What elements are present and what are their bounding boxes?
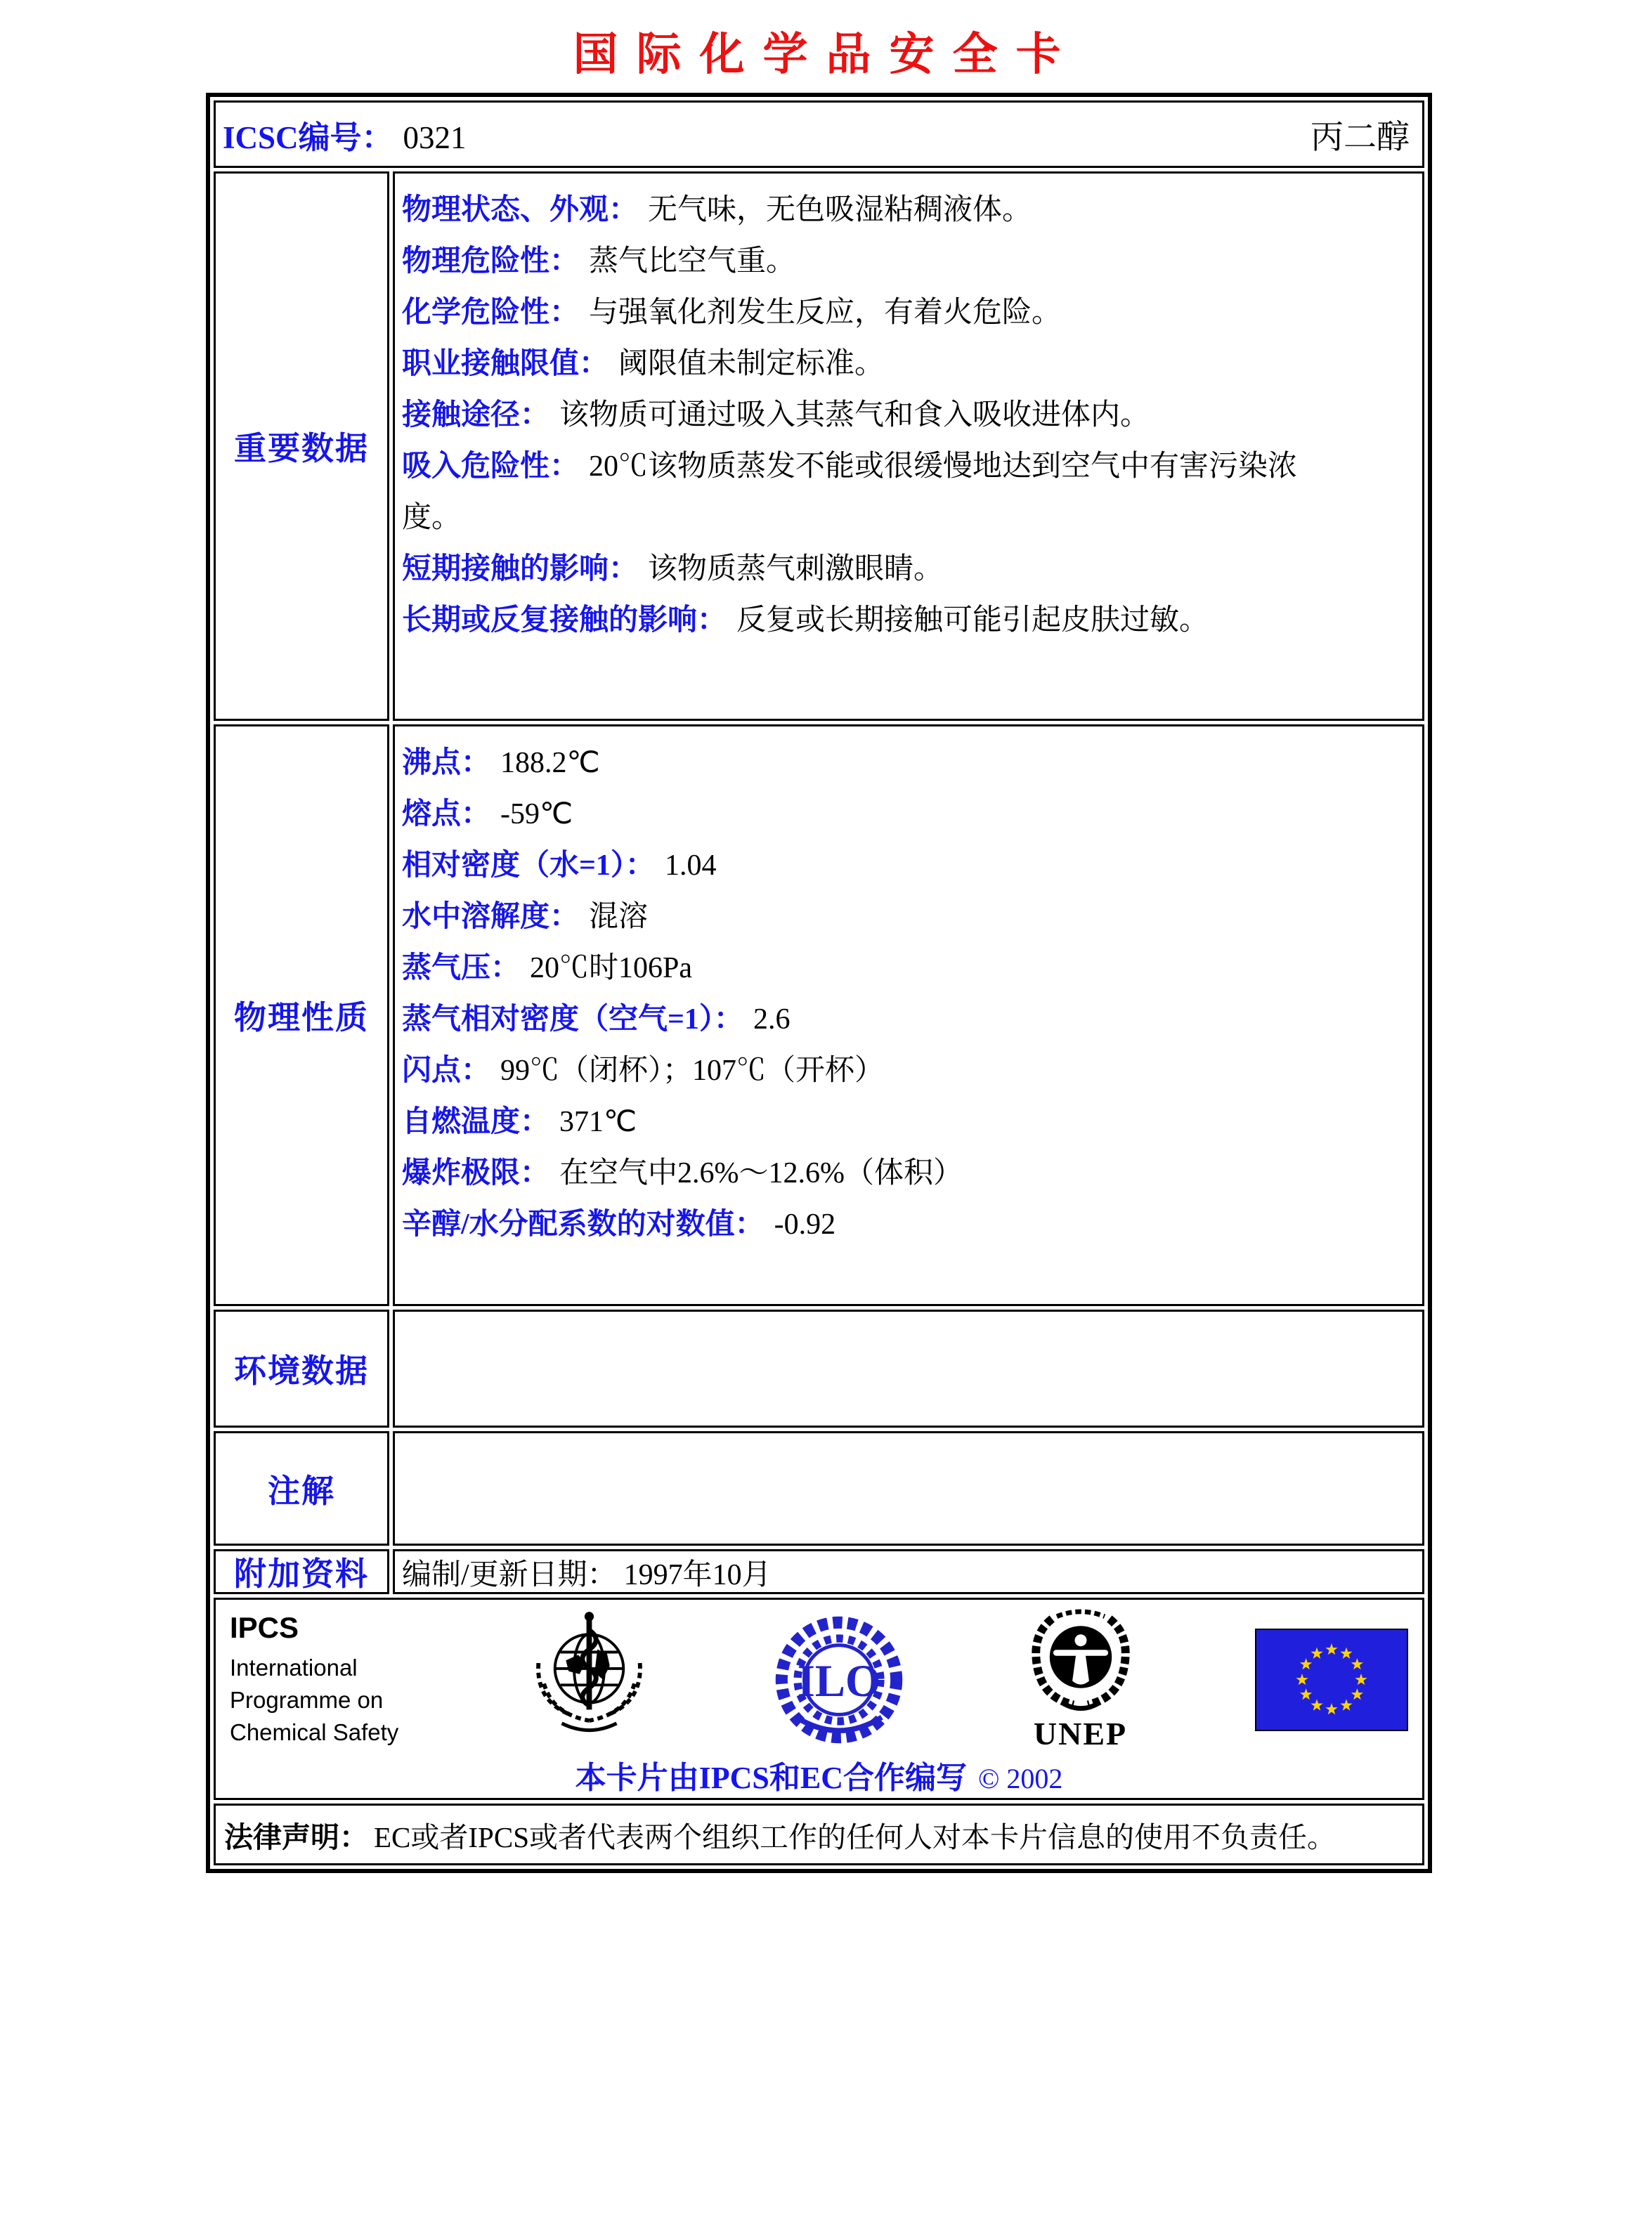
property-label: 职业接触限值： xyxy=(402,348,609,380)
legal-cell xyxy=(214,1804,1424,1865)
cooperation-caption xyxy=(220,1752,1418,1801)
property-value: 阈限值未制定标准。 xyxy=(618,348,885,380)
physical-property-entry xyxy=(402,789,1412,840)
icsc-header-row xyxy=(214,100,1424,168)
property-value: 混溶 xyxy=(589,901,649,933)
property-value: 蒸气比空气重。 xyxy=(589,245,796,278)
property-label: 物理危险性： xyxy=(402,245,580,278)
ipcs-line: Chemical Safety xyxy=(230,1719,399,1745)
notes-content xyxy=(395,1433,1422,1445)
environmental-data-label: 环境数据 xyxy=(214,1310,389,1428)
physical-property-entry xyxy=(402,738,1412,789)
important-data-entry xyxy=(402,236,1317,287)
property-label: 编制/更新日期： xyxy=(402,1559,617,1591)
icsc-header-cell xyxy=(214,100,1424,168)
property-label: 相对密度（水=1）： xyxy=(402,849,655,882)
property-label: 蒸气相对密度（空气=1）： xyxy=(402,1003,743,1036)
important-data-entry xyxy=(402,287,1317,339)
physical-property-entry xyxy=(402,1148,1412,1199)
property-value: 1997年10月 xyxy=(623,1559,772,1591)
ipcs-line: International xyxy=(230,1654,358,1681)
property-value: -0.92 xyxy=(774,1208,836,1241)
caption-year: © 2002 xyxy=(977,1763,1063,1794)
property-value: 与强氧化剂发生反应，有着火危险。 xyxy=(589,296,1062,329)
unep-logo-icon xyxy=(1021,1607,1140,1752)
property-value: 371℃ xyxy=(559,1106,637,1138)
property-label: 长期或反复接触的影响： xyxy=(402,604,727,637)
important-data-entry xyxy=(402,185,1317,236)
property-label: 沸点： xyxy=(402,747,491,779)
property-value: 2.6 xyxy=(753,1003,791,1036)
legal-text: EC或者IPCS或者代表两个组织工作的任何人对本卡片信息的使用不负责任。 xyxy=(374,1820,1336,1853)
important-data-row xyxy=(214,171,1424,721)
icsc-number-group xyxy=(223,112,467,157)
additional-info-content xyxy=(395,1551,1422,1593)
property-value: 99℃（闭杯）；107℃（开杯） xyxy=(500,1055,885,1087)
property-label: 化学危险性： xyxy=(402,296,580,329)
physical-property-entry xyxy=(402,1097,1412,1148)
property-label: 辛醇/水分配系数的对数值： xyxy=(402,1208,765,1241)
additional-info-label: 附加资料 xyxy=(214,1549,389,1594)
notes-label: 注解 xyxy=(214,1431,389,1546)
physical-property-entry xyxy=(402,943,1412,994)
property-label: 熔点： xyxy=(402,798,491,830)
unep-wordmark: UNEP xyxy=(1033,1716,1128,1752)
svg-text:ILO: ILO xyxy=(797,1655,881,1706)
ipcs-text-block xyxy=(230,1611,405,1749)
environmental-data-content xyxy=(395,1312,1422,1323)
additional-info-row xyxy=(214,1549,1424,1594)
environmental-data-row xyxy=(214,1310,1424,1428)
who-logo-icon xyxy=(521,1608,658,1752)
property-label: 吸入危险性： xyxy=(402,450,580,483)
property-label: 闪点： xyxy=(402,1055,491,1087)
important-data-entry xyxy=(402,595,1317,646)
logos-cell xyxy=(214,1598,1424,1800)
icsc-number-label: ICSC编号： xyxy=(223,119,394,155)
property-label: 自燃温度： xyxy=(402,1106,550,1138)
icsc-card-table xyxy=(206,93,1432,1873)
ipcs-line: Programme on xyxy=(230,1686,384,1713)
important-data-label: 重要数据 xyxy=(214,171,389,721)
important-data-entry xyxy=(402,441,1317,544)
physical-properties-cell xyxy=(393,724,1424,1306)
icsc-number-value: 0321 xyxy=(403,119,467,155)
logos-row xyxy=(214,1598,1424,1800)
ipcs-acronym: IPCS xyxy=(230,1610,299,1644)
legal-row xyxy=(214,1804,1424,1865)
physical-property-entry xyxy=(402,1199,1412,1251)
property-value: 20℃时106Pa xyxy=(530,952,693,984)
ilo-logo-icon xyxy=(772,1613,906,1747)
property-value: -59℃ xyxy=(500,798,573,830)
important-data-content xyxy=(395,174,1422,646)
additional-info-entry xyxy=(402,1551,772,1593)
page-title: 国际化学品安全卡 xyxy=(573,30,1079,79)
important-data-entry xyxy=(402,544,1317,595)
ipcs-lines xyxy=(230,1652,405,1749)
property-value: 1.04 xyxy=(664,849,717,882)
eu-flag-icon xyxy=(1255,1629,1408,1731)
additional-info-cell xyxy=(393,1549,1424,1594)
property-value: 20℃该物质蒸发不能或很缓慢地达到空气中有害污染浓度。 xyxy=(402,450,1298,534)
property-value: 无气味，无色吸湿粘稠液体。 xyxy=(648,194,1032,226)
important-data-cell xyxy=(393,171,1424,721)
property-label: 蒸气压： xyxy=(402,952,521,984)
important-data-entry xyxy=(402,390,1317,441)
chemical-name: 丙二醇 xyxy=(1310,119,1410,156)
property-value: 该物质蒸气刺激眼睛。 xyxy=(648,553,944,585)
property-label: 物理状态、外观： xyxy=(402,194,639,226)
caption-text: 本卡片由IPCS和EC合作编写 xyxy=(575,1761,967,1795)
physical-properties-row xyxy=(214,724,1424,1306)
physical-property-entry xyxy=(402,994,1412,1045)
property-value: 188.2℃ xyxy=(500,747,600,779)
property-label: 接触途径： xyxy=(402,399,550,431)
property-label: 短期接触的影响： xyxy=(402,553,639,585)
environmental-data-cell xyxy=(393,1310,1424,1428)
physical-properties-content xyxy=(395,726,1422,1251)
notes-cell xyxy=(393,1431,1424,1546)
logos-strip xyxy=(220,1607,1418,1752)
physical-property-entry xyxy=(402,1045,1412,1097)
legal-label: 法律声明： xyxy=(224,1820,368,1853)
property-label: 爆炸极限： xyxy=(402,1157,550,1189)
physical-property-entry xyxy=(402,892,1412,943)
physical-property-entry xyxy=(402,840,1412,892)
property-label: 水中溶解度： xyxy=(402,901,580,933)
property-value: 反复或长期接触可能引起皮肤过敏。 xyxy=(736,604,1209,637)
property-value: 在空气中2.6%～12.6%（体积） xyxy=(559,1157,963,1189)
important-data-entry xyxy=(402,339,1317,390)
physical-properties-label: 物理性质 xyxy=(214,724,389,1306)
property-value: 该物质可通过吸入其蒸气和食入吸收进体内。 xyxy=(559,399,1150,431)
notes-row xyxy=(214,1431,1424,1546)
